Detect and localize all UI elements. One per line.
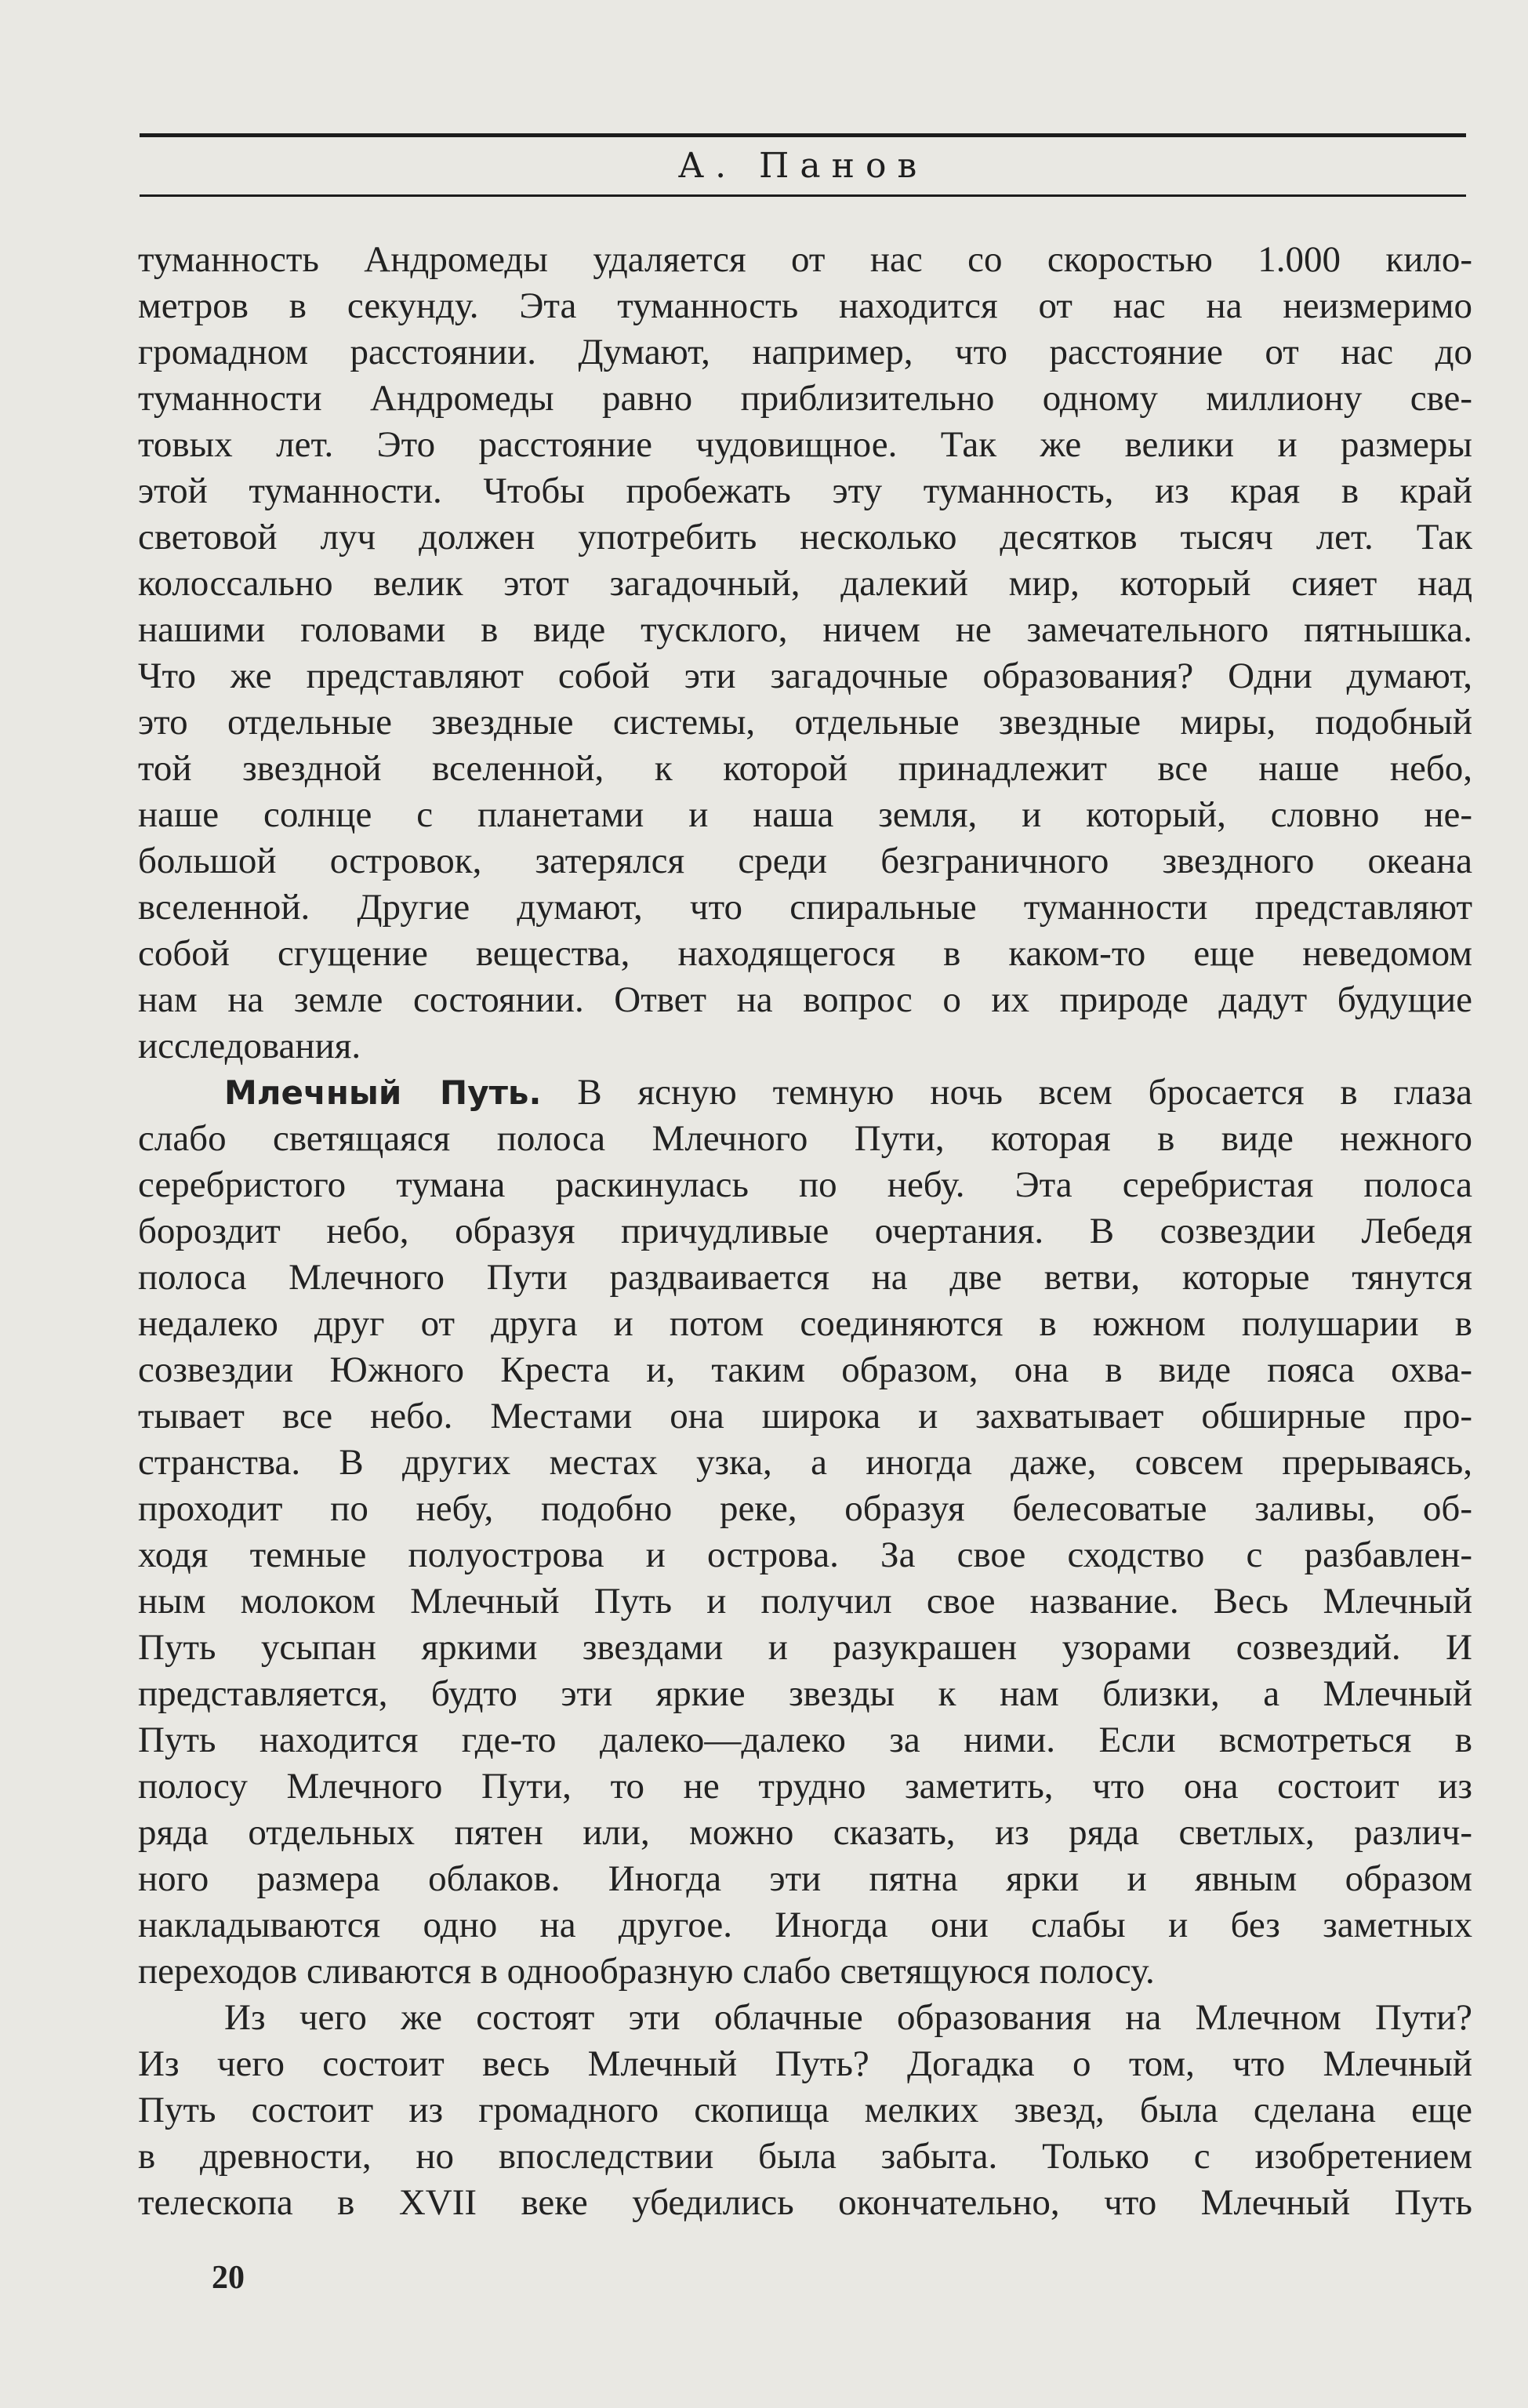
header-rule-top (140, 133, 1466, 137)
text-line: большой островок, затерялся среди безграничного звездного океана (138, 841, 1472, 881)
text-line: слабо светящаяся полоса Млечного Пути, которая в виде нежного (138, 1118, 1472, 1159)
text-line: недалеко друг от друга и потом соединяются в южном полушарии в (138, 1303, 1472, 1344)
text-line: Что же представляют собой эти загадочные образования? Одни думают, (138, 656, 1472, 696)
text-line: нашими головами в виде тусклого, ничем не замечательного пятнышка. (138, 609, 1472, 650)
text-line: Путь усыпан яркими звездами и разукрашен узорами созвездий. И (138, 1627, 1472, 1668)
text-line: странства. В других местах узка, а иногда даже, совсем прерываясь, (138, 1442, 1472, 1483)
text-line: метров в секунду. Эта туманность находится от нас на неизмеримо (138, 285, 1472, 326)
text-line: созвездии Южного Креста и, таким образом, она в виде пояса охва- (138, 1349, 1472, 1390)
text-line: наше солнце с планетами и наша земля, и который, словно не- (138, 794, 1472, 835)
text-line: переходов сливаются в однообразную слабо светящуюся полосу. (138, 1951, 1155, 1992)
section-heading: Млечный Путь. (224, 1073, 542, 1112)
text-line: В ясную темную ночь всем бросается в глаза (577, 1072, 1473, 1113)
paragraph-first-line (138, 1070, 1472, 1116)
text-line: полосу Млечного Пути, то не трудно заметить, что она состоит из (138, 1766, 1472, 1807)
text-line: телескопа в XVII веке убедились окончательно, что Млечный Путь (138, 2182, 1472, 2223)
text-line: колоссально велик этот загадочный, далекий мир, который сияет над (138, 563, 1472, 604)
page-number: 20 (212, 2260, 245, 2296)
text-line: ным молоком Млечный Путь и получил свое название. Весь Млечный (138, 1581, 1472, 1622)
text-line: Путь находится где-то далеко—далеко за ними. Если всмотреться в (138, 1720, 1472, 1760)
text-line: представляется, будто эти яркие звезды к нам близки, а Млечный (138, 1673, 1472, 1714)
text-line: бороздит небо, образуя причудливые очертания. В созвездии Лебедя (138, 1211, 1472, 1251)
text-line: тывает все небо. Местами она широка и захватывает обширные про- (138, 1396, 1472, 1436)
text-line: накладываются одно на другое. Иногда они слабы и без заметных (138, 1905, 1472, 1945)
text-line: ряда отдельных пятен или, можно сказать, из ряда светлых, различ- (138, 1812, 1472, 1853)
text-line: товых лет. Это расстояние чудовищное. Так же велики и размеры (138, 424, 1472, 465)
text-line: световой луч должен употребить несколько десятков тысяч лет. Так (138, 517, 1472, 558)
body-text (138, 237, 1472, 2226)
header-rule-bottom (140, 194, 1466, 197)
text-line: Путь состоит из громадного скопища мелких звезд, была сделана еще (138, 2090, 1472, 2130)
text-line: это отдельные звездные системы, отдельные звездные миры, подобный (138, 702, 1472, 743)
text-line: Из чего же состоят эти облачные образования на Млечном Пути? (224, 1997, 1472, 2038)
text-line: той звездной вселенной, к которой принадлежит все наше небо, (138, 748, 1472, 789)
text-line: исследования. (138, 1026, 361, 1066)
text-line: полоса Млечного Пути раздваивается на две ветви, которые тянутся (138, 1257, 1472, 1298)
text-line: проходит по небу, подобно реке, образуя белесоватые заливы, об- (138, 1488, 1472, 1529)
text-line: туманность Андромеды удаляется от нас со скоростью 1.000 кило- (138, 239, 1472, 280)
text-line: туманности Андромеды равно приблизительно одному миллиону све- (138, 378, 1472, 419)
text-line: этой туманности. Чтобы пробежать эту туманность, из края в край (138, 470, 1472, 511)
text-line: в древности, но впоследствии была забыта. Только с изобретением (138, 2136, 1472, 2177)
running-head: А. Панов (677, 146, 928, 186)
text-line: нам на земле состоянии. Ответ на вопрос о их природе дадут будущие (138, 979, 1472, 1020)
text-line: ного размера облаков. Иногда эти пятна ярки и явным образом (138, 1858, 1472, 1899)
text-line: Из чего состоит весь Млечный Путь? Догадка о том, что Млечный (138, 2043, 1472, 2084)
text-line: собой сгущение вещества, находящегося в каком-то еще неведомом (138, 933, 1472, 974)
text-line: ходя темные полуострова и острова. За свое сходство с разбавлен- (138, 1535, 1472, 1575)
text-line: серебристого тумана раскинулась по небу. Эта серебристая полоса (138, 1164, 1472, 1205)
text-line: громадном расстоянии. Думают, например, что расстояние от нас до (138, 332, 1472, 372)
text-line: вселенной. Другие думают, что спиральные туманности представляют (138, 887, 1472, 928)
